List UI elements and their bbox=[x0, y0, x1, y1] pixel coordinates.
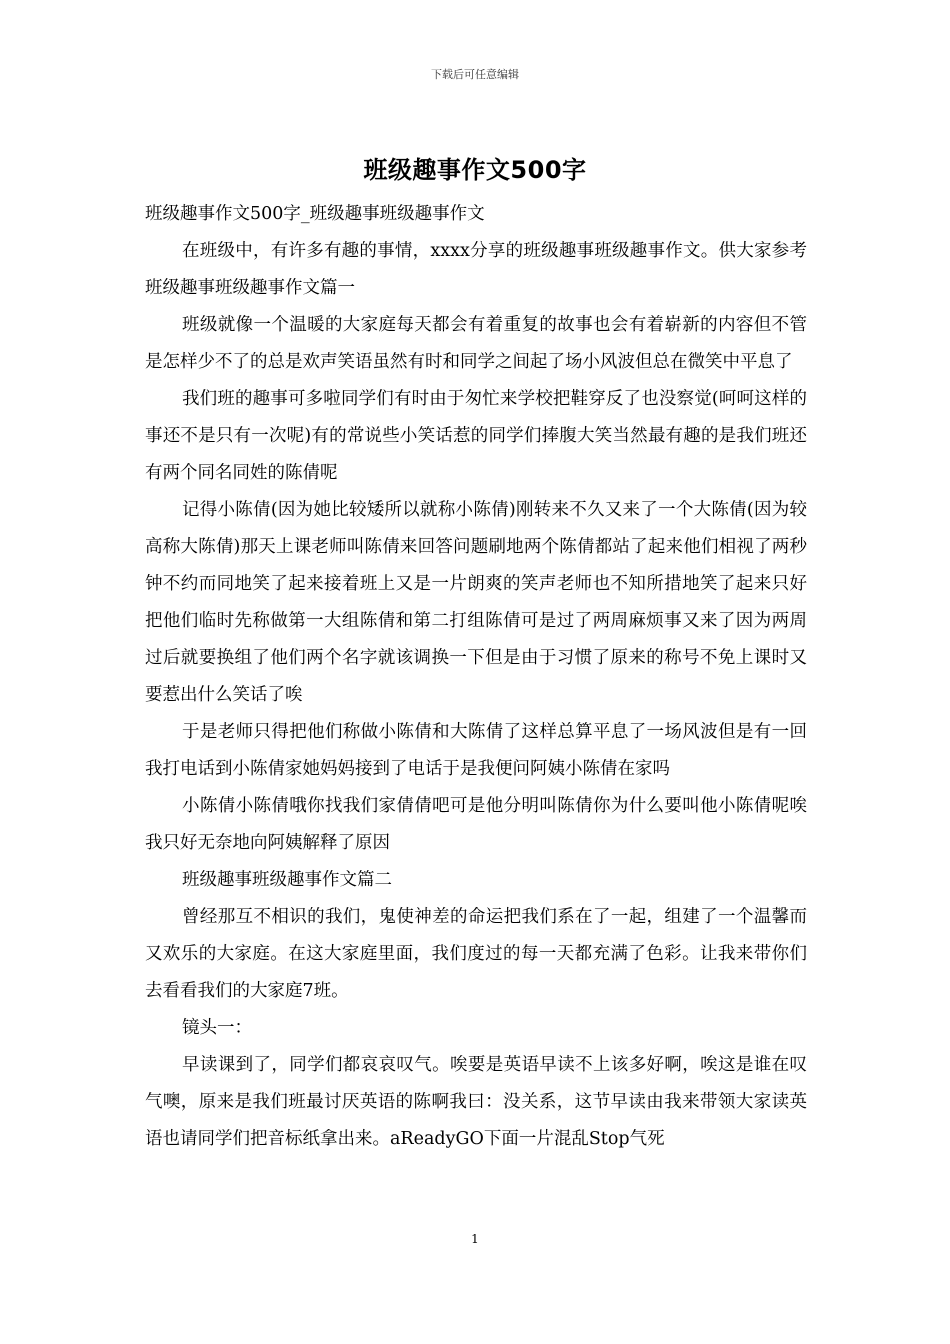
document-body bbox=[145, 196, 807, 1158]
paragraph-subtitle: 班级趣事作文500字_班级趣事班级趣事作文 bbox=[145, 204, 485, 224]
paragraph: 早读课到了，同学们都哀哀叹气。唉要是英语早读不上该多好啊，唉这是谁在叹气噢，原来是我们班最讨厌英语的陈啊我曰：没关系，这节早读由我来带领大家读英语也请同学们把音标纸拿出来。aReadyGO下面一片混乱Stop气死 bbox=[145, 1055, 807, 1149]
section-heading: 班级趣事班级趣事作文篇二 bbox=[182, 870, 392, 890]
paragraph: 记得小陈倩(因为她比较矮所以就称小陈倩)刚转来不久又来了一个大陈倩(因为较高称大陈倩)那天上课老师叫陈倩来回答问题刷地两个陈倩都站了起来他们相视了两秒钟不约而同地笑了起来接着班上又是一片朗爽的笑声老师也不知所措地笑了起来只好把他们临时先称做第一大组陈倩和第二打组陈倩可是过了两周麻烦事又来了因为两周过后就要换组了他们两个名字就该调换一下但是由于习惯了原来的称号不免上课时又要惹出什么笑话了唉 bbox=[145, 500, 807, 705]
paragraph: 于是老师只得把他们称做小陈倩和大陈倩了这样总算平息了一场风波但是有一回我打电话到小陈倩家她妈妈接到了电话于是我便问阿姨小陈倩在家吗 bbox=[145, 722, 807, 779]
paragraph: 曾经那互不相识的我们，鬼使神差的命运把我们系在了一起，组建了一个温馨而又欢乐的大家庭。在这大家庭里面，我们度过的每一天都充满了色彩。让我来带你们去看看我们的大家庭7班。 bbox=[145, 907, 807, 1001]
paragraph: 小陈倩小陈倩哦你找我们家倩倩吧可是他分明叫陈倩你为什么要叫他小陈倩呢唉我只好无奈地向阿姨解释了原因 bbox=[145, 796, 807, 853]
document-title: 班级趣事作文500字 bbox=[363, 156, 587, 184]
paragraph: 我们班的趣事可多啦同学们有时由于匆忙来学校把鞋穿反了也没察觉(呵呵这样的事还不是只有一次呢)有的常说些小笑话惹的同学们捧腹大笑当然最有趣的是我们班还有两个同名同姓的陈倩呢 bbox=[145, 389, 807, 483]
page-number: 1 bbox=[471, 1232, 479, 1246]
paragraph: 在班级中，有许多有趣的事情，xxxx分享的班级趣事班级趣事作文。供大家参考班级趣事班级趣事作文篇一 bbox=[145, 241, 807, 298]
header-note: 下载后可任意编辑 bbox=[431, 68, 519, 81]
scene-label: 镜头一： bbox=[182, 1018, 252, 1038]
paragraph: 班级就像一个温暖的大家庭每天都会有着重复的故事也会有着崭新的内容但不管是怎样少不了的总是欢声笑语虽然有时和同学之间起了场小风波但总在微笑中平息了 bbox=[145, 315, 807, 372]
